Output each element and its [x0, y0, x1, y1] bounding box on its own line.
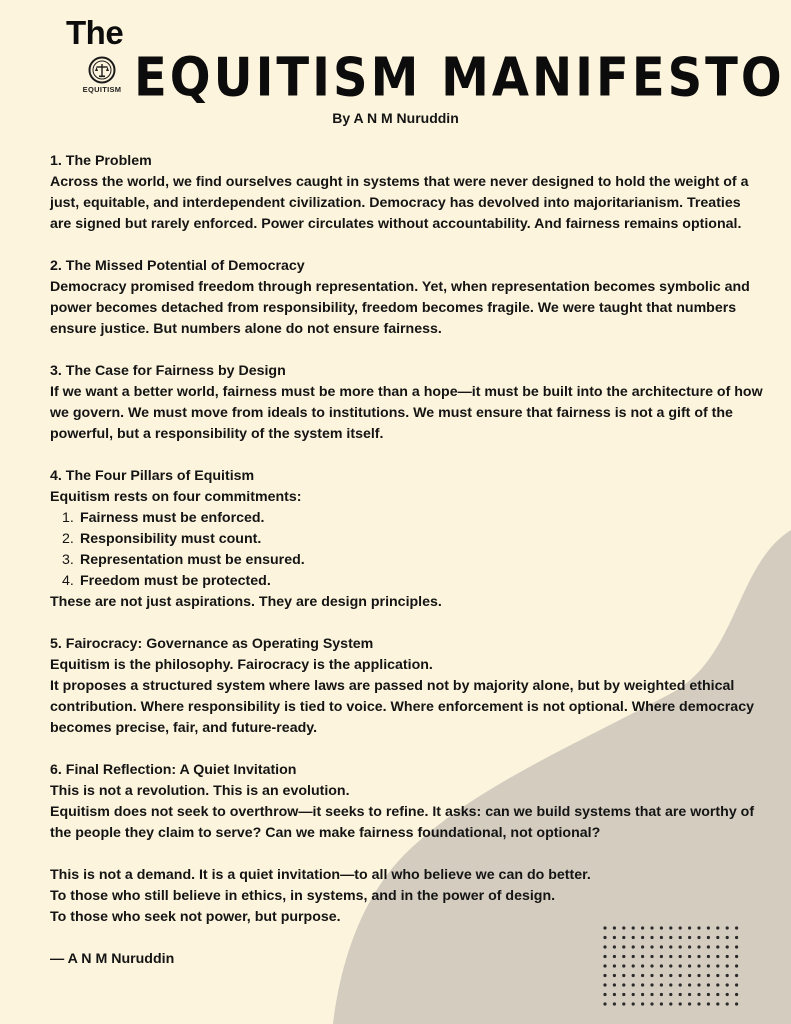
section-heading: 3. The Case for Fairness by Design	[50, 363, 286, 379]
signature: — A N M Nuruddin	[50, 951, 175, 967]
list-item: 1. Fairness must be enforced.	[62, 510, 265, 526]
section-heading: 1. The Problem	[50, 153, 152, 169]
list-item: 3. Representation must be ensured.	[62, 552, 305, 568]
section-paragraph: It proposes a structured system where laws are passed not by majority alone, but by weighted ethical contribution. Where responsibility is tied to voice. Where enforcement is not optional. Where democracy becomes precise, fair, and future-ready.	[50, 678, 754, 736]
section-intro: Equitism rests on four commitments:	[50, 489, 302, 505]
section-paragraph: This is not a revolution. This is an evolution.	[50, 783, 350, 799]
closing-block	[50, 865, 765, 928]
manifesto-body	[50, 151, 765, 970]
list-item: 2. Responsibility must count.	[62, 531, 262, 547]
section-heading: 2. The Missed Potential of Democracy	[50, 258, 305, 274]
scales-badge-icon	[88, 56, 116, 84]
closing-line: To those who seek not power, but purpose.	[50, 909, 341, 925]
section-outro: These are not just aspirations. They are design principles.	[50, 594, 442, 610]
section-final-reflection	[50, 760, 765, 844]
section-missed-potential	[50, 256, 765, 340]
section-heading: 6. Final Reflection: A Quiet Invitation	[50, 762, 297, 778]
section-paragraph: If we want a better world, fairness must be more than a hope—it must be built into the architecture of how we govern. We must move from ideals to institutions. We must ensure that fairness is not a gift of the powerful, but a responsibility of the system itself.	[50, 384, 763, 442]
section-heading: 5. Fairocracy: Governance as Operating System	[50, 636, 374, 652]
pillars-list	[50, 508, 765, 592]
section-paragraph: Equitism is the philosophy. Fairocracy is the application.	[50, 657, 433, 673]
section-paragraph: Equitism does not seek to overthrow—it seeks to refine. It asks: can we build systems that are worthy of the people they claim to serve? Can we make fairness foundational, not optional?	[50, 804, 755, 841]
author-byline: By A N M Nuruddin	[332, 110, 459, 126]
section-fairness-by-design	[50, 361, 765, 445]
section-paragraph: Democracy promised freedom through representation. Yet, when representation becomes symbolic and power becomes detached from responsibility, freedom becomes fragile. We were taught that numbers ensure justice. But numbers alone do not ensure fairness.	[50, 279, 750, 337]
section-problem	[50, 151, 765, 235]
page-title: EQUITISM MANIFESTO	[134, 46, 785, 109]
section-four-pillars	[50, 466, 765, 613]
title-prefix: The	[66, 14, 124, 51]
section-paragraph: Across the world, we find ourselves caught in systems that were never designed to hold the weight of a just, equitable, and interdependent civilization. Democracy has devolved into majoritarianism. Treaties are signed but rarely enforced. Power circulates without accountability. And fairness remains optional.	[50, 174, 749, 232]
list-item: 4. Freedom must be protected.	[62, 573, 271, 589]
closing-line: This is not a demand. It is a quiet invitation—to all who believe we can do better.	[50, 867, 591, 883]
equitism-logo	[78, 56, 126, 94]
closing-line: To those who still believe in ethics, in systems, and in the power of design.	[50, 888, 556, 904]
section-fairocracy	[50, 634, 765, 739]
logo-label: EQUITISM	[82, 85, 122, 94]
section-heading: 4. The Four Pillars of Equitism	[50, 468, 255, 484]
